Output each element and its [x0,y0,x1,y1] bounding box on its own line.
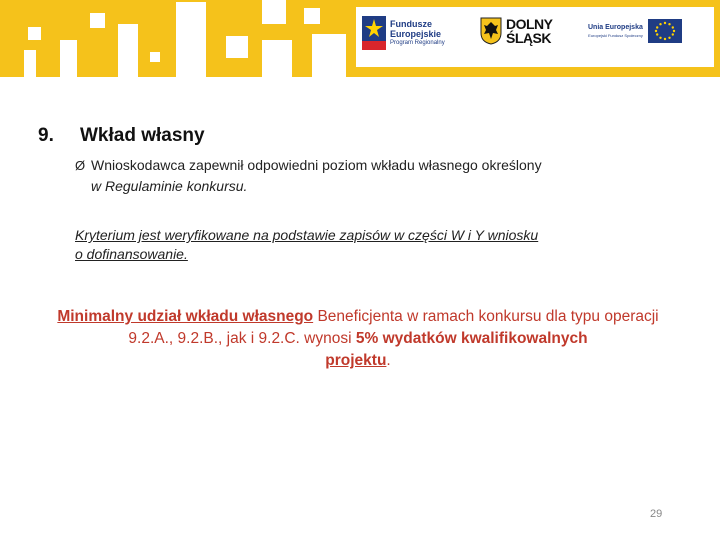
dolny-slask-logo [480,17,553,45]
minimal-bold-heading: Minimalny udział wkładu własnego [57,308,314,325]
decor-square [226,36,248,58]
page-number: 29 [650,508,663,520]
decor-square [176,2,206,77]
decor-square [60,40,77,77]
fundusze-europejskie-logo [362,16,445,50]
fe-emblem-icon [362,16,386,50]
bullet-text-line1: Wnioskodawca zapewnił odpowiedni poziom wkładu własnego określony [91,157,542,173]
decor-square [90,13,105,28]
minimal-contribution-paragraph [38,306,678,372]
bullet-text-line2: w Regulaminie konkursu. [91,178,248,194]
eu-flag-icon [648,19,682,43]
decor-square [118,24,138,77]
kryterium-line1: Kryterium jest weryfikowane na podstawie zapisów w części W i Y wniosku [75,227,539,243]
arrow-bullet-icon: Ø [75,158,86,173]
fe-name-line1: Fundusze [390,18,432,29]
minimal-end: . [386,352,391,369]
slide-title [38,125,205,147]
decor-square [262,0,286,24]
title-text: Wkład własny [80,125,205,146]
logo-bar [356,7,714,67]
title-number: 9. [38,125,54,146]
decor-square [304,8,320,24]
decor-square [150,52,160,62]
minimal-text: Beneficjenta w ramach konkursu dla typu operacji 9.2.A., 9.2.B., jak i 9.2.C. wynosi [128,308,659,347]
fe-name-line3: Program Regionalny [390,39,445,46]
minimal-percent: 5% wydatków kwalifikowalnych [355,330,588,347]
bullet-point [75,155,675,196]
ue-name-line2: Europejski Fundusz Społeczny [588,33,643,38]
header-banner [0,0,720,77]
minimal-project: projektu [325,352,387,369]
eagle-crest-icon [480,17,502,45]
kryterium-paragraph [75,226,675,264]
unia-europejska-logo [588,19,682,43]
decor-square [262,40,292,77]
ue-name-line1: Unia Europejska [588,24,643,31]
ds-name-line1: DOLNY [506,16,553,32]
decor-square [28,27,41,40]
kryterium-line2: o dofinansowanie. [75,246,188,262]
ds-name-line2: ŚLĄSK [506,30,551,46]
fe-name-line2: Europejskie [390,28,442,39]
decor-square [24,50,36,77]
decor-square [312,34,346,77]
